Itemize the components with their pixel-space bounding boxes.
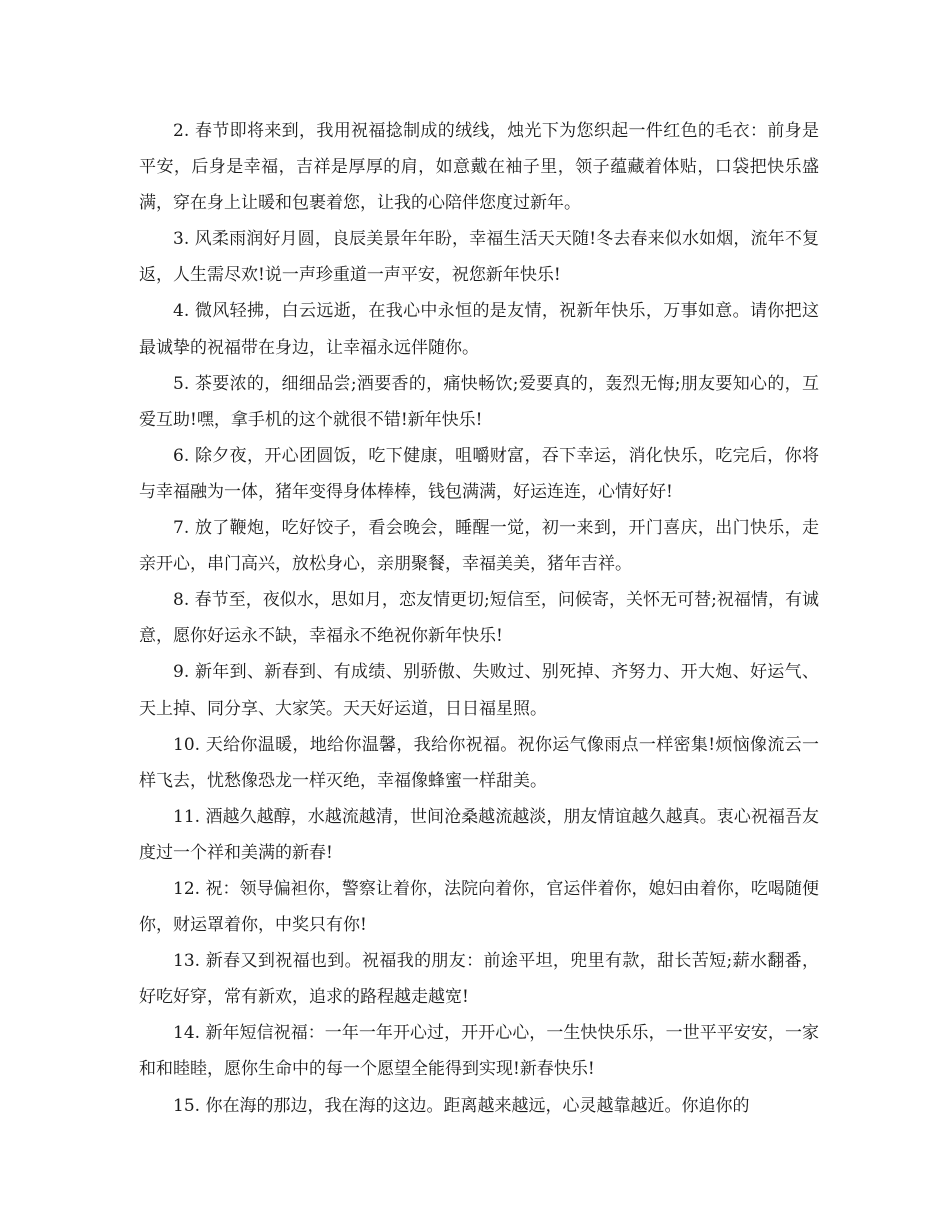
paragraph-5: 5. 茶要浓的，细细品尝;酒要香的，痛快畅饮;爱要真的，轰烈无悔;朋友要知心的，互爱互助!嘿，拿手机的这个就很不错!新年快乐! <box>139 373 819 430</box>
paragraph-11: 11. 酒越久越醇，水越流越清，世间沧桑越流越淡，朋友情谊越久越真。衷心祝福吾友度过一个祥和美满的新春! <box>139 806 819 863</box>
paragraph-2: 2. 春节即将来到，我用祝福捻制成的绒线，烛光下为您织起一件红色的毛衣：前身是平安，后身是幸福，吉祥是厚厚的肩，如意戴在袖子里，领子蕴藏着体贴，口袋把快乐盛满，穿在身上让暖和包裹着您，让我的心陪伴您度过新年。 <box>139 121 819 214</box>
paragraph-6: 6. 除夕夜，开心团圆饭，吃下健康，咀嚼财富，吞下幸运，消化快乐，吃完后，你将与幸福融为一体，猪年变得身体棒棒，钱包满满，好运连连，心情好好! <box>139 445 819 502</box>
paragraph-13: 13. 新春又到祝福也到。祝福我的朋友：前途平坦，兜里有款，甜长苦短;薪水翻番，好吃好穿，常有新欢，追求的路程越走越宽! <box>139 951 819 1008</box>
paragraph-4: 4. 微风轻拂，白云远逝，在我心中永恒的是友情，祝新年快乐，万事如意。请你把这最诚挚的祝福带在身边，让幸福永远伴随你。 <box>139 301 819 358</box>
paragraph-10: 10. 天给你温暖，地给你温馨，我给你祝福。祝你运气像雨点一样密集!烦恼像流云一样飞去，忧愁像恐龙一样灭绝，幸福像蜂蜜一样甜美。 <box>139 734 819 791</box>
paragraph-3: 3. 风柔雨润好月圆，良辰美景年年盼，幸福生活天天随!冬去春来似水如烟，流年不复返，人生需尽欢!说一声珍重道一声平安，祝您新年快乐! <box>139 229 819 286</box>
paragraph-7: 7. 放了鞭炮，吃好饺子，看会晚会，睡醒一觉，初一来到，开门喜庆，出门快乐，走亲开心，串门高兴，放松身心，亲朋聚餐，幸福美美，猪年吉祥。 <box>139 518 819 575</box>
paragraph-15: 15. 你在海的那边，我在海的这边。距离越来越远，心灵越靠越近。你追你的 <box>173 1095 750 1116</box>
document-body <box>139 113 819 1124</box>
paragraph-12: 12. 祝：领导偏袒你，警察让着你，法院向着你，官运伴着你，媳妇由着你，吃喝随便你，财运罩着你，中奖只有你! <box>139 878 819 936</box>
paragraph-14: 14. 新年短信祝福：一年一年开心过，开开心心，一生快快乐乐，一世平平安安，一家和和睦睦，愿你生命中的每一个愿望全能得到实现!新春快乐! <box>139 1023 819 1080</box>
paragraph-9: 9. 新年到、新春到、有成绩、别骄傲、失败过、别死掉、齐努力、开大炮、好运气、天上掉、同分享、大家笑。天天好运道，日日福星照。 <box>139 662 819 719</box>
paragraph-8: 8. 春节至，夜似水，思如月，恋友情更切;短信至，问候寄，关怀无可替;祝福情，有诚意，愿你好运永不缺，幸福永不绝祝你新年快乐! <box>139 590 819 647</box>
